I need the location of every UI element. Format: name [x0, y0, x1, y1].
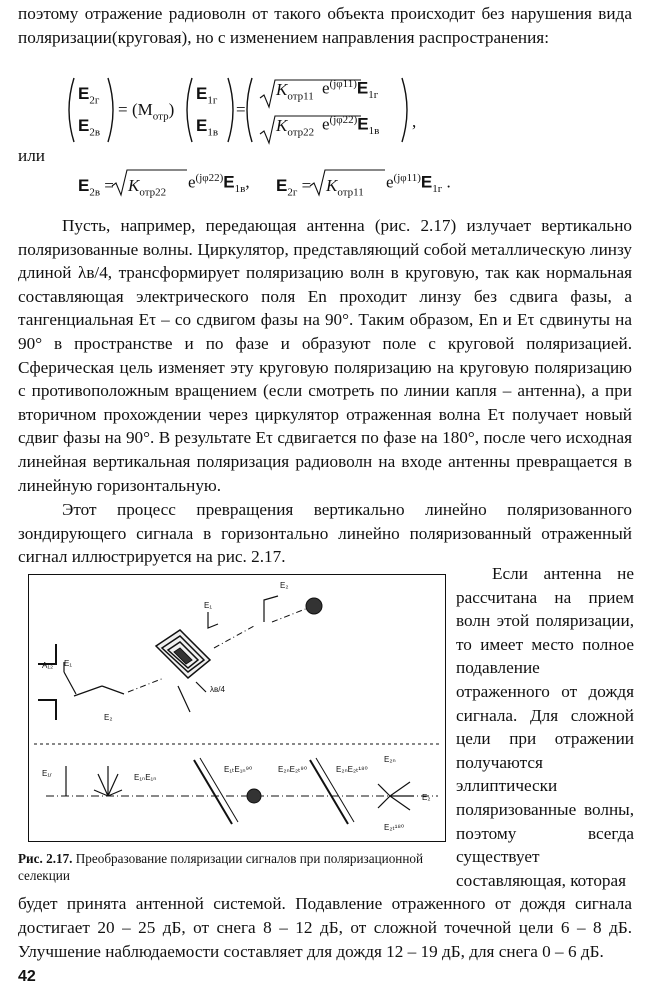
inline-e2v: $E_{2в}$ = [78, 176, 114, 199]
eq-exp-phi22: $e^{(j\varphi 22)}E_{1в}$ [322, 114, 380, 138]
caption-label: Рис. 2.17. [18, 851, 73, 866]
label-e2n: E₂ₙ [384, 755, 396, 764]
label-e2-top: E₂ [280, 581, 289, 590]
eq-comma: , [412, 112, 417, 131]
page-number: 42 [18, 968, 36, 985]
inline-exp22: $e^{(j\varphi 22)}E_{1в}$, [188, 172, 250, 196]
label-e2t-180: E₂ₜ¹⁸⁰ [384, 823, 405, 832]
eq-equals-2: = [236, 100, 246, 119]
circulator-lens [156, 630, 210, 678]
eq-e1g: $E_{1г}$ [196, 84, 218, 107]
label-e2e2-90: E₂ₙE₂ₜ⁹⁰ [278, 765, 308, 774]
vector-fan-left [94, 766, 122, 796]
label-e1e1-90: E₁ₜE₁ₙ⁹⁰ [224, 765, 253, 774]
eq-e2g: $E_{2г}$ [78, 84, 100, 107]
eq-sqrt-k11: $K_{отр11}$ [276, 80, 314, 103]
paragraph-process: Этот процесс превращения вертикально линейно поляризованного зондирующего сигнала в горизонтально линейно поляризованный отраженный сигнал иллюстрируется на рис. 2.17. [18, 500, 632, 567]
label-e2: E₂ [422, 793, 431, 802]
eq-sqrt-k22: $K_{отр22}$ [276, 116, 315, 139]
paragraph-intro: поэтому отражение радиоволн от такого объекта происходит без нарушения вида поляризации(круговая), но с изменением направления распространения: [18, 4, 632, 47]
eq-exp-phi11: $e^{(j\varphi 11)}E_{1г}$ [322, 78, 379, 102]
figure-caption [18, 850, 448, 884]
label-e1-upper: E₁ [204, 601, 213, 610]
label-e2-left: E₂ [104, 713, 113, 722]
eq-m-matrix: $(M_{отр})$ [132, 100, 175, 123]
word-or: или [18, 146, 45, 165]
paragraph-suppression-continued: будет принята антенной системой. Подавление отраженного от дождя сигнала достигает 20 – 25 дБ, от снега 8 – 12 дБ, от сложной точечной цели 6 – 8 дБ. Улучшение наблюдаемости составляет для дождя 12 – 19 дБ, для снега 0 – 6 дБ. [18, 894, 632, 961]
paragraph-suppression: Если антенна не рассчитана на прием волн этой поляризации, то имеет место полное подавление отраженного от дождя сигнала. Для сложной цели при отражении получаются эллиптически поляризованные волны, поэтому всегда существует составляющая, которая [456, 564, 634, 890]
paragraph-antenna: Пусть, например, передающая антенна (рис. 2.17) излучает вертикально поляризованные волны. Циркулятор, представляющий собой металлическую линзу длиной λв/4, трансформирует поляризацию волн в круговую, так как нормальная составляющая электрического поля En проходит линзу без сдвига фазы, а тангенциальная Eτ – со сдвигом фазы на 90°. Таким образом, En и Eτ сдвинуты на 90° в пространстве и по фазе и образуют поле с круговой поляризацией. Сферическая цель изменяет эту круговую поляризацию на круговую поляризацию с противоположным вращением (если смотреть по линии капля – антенна), а при вторичном прохождении через циркулятор отраженная волна Eτ получает новый сдвиг фазы на 90°. В результате Eτ сдвигается по фазе на 180°, после чего исходная линейная вертикальная поляризация радиоволн на входе антенны превращается в линейную горизонтальную. [18, 216, 632, 495]
label-lambda: λв/4 [210, 685, 225, 694]
figure-2-17 [28, 574, 446, 842]
antenna-horn [38, 644, 56, 720]
label-e1r: E₁ᵣ [42, 769, 52, 778]
target-sphere-bottom [247, 789, 261, 803]
eq-e2v: $E_{2в}$ [78, 116, 101, 139]
inline-exp11: $e^{(j\varphi 11)}E_{1г}$ . [386, 172, 451, 196]
label-e1-left: E₁ [64, 659, 73, 668]
label-a12: A₁₂ [42, 661, 54, 670]
figure-frame [29, 575, 446, 842]
target-sphere-top [306, 598, 322, 614]
caption-text: Преобразование поляризации сигналов при поляризационной селекции [18, 851, 424, 883]
eq-e1v: $E_{1в}$ [196, 116, 219, 139]
inline-e2g: $E_{2г}$ = [276, 176, 312, 199]
inline-k22: $K_{отр22}$ [128, 176, 167, 199]
inline-k11: $K_{отр11}$ [326, 176, 364, 199]
label-e1n-e1n: E₁ₙE₁ₙ [134, 773, 157, 782]
eq-equals-1: = [118, 100, 128, 119]
label-e2e2-180: E₂ₙE₂ₜ¹⁸⁰ [336, 765, 368, 774]
